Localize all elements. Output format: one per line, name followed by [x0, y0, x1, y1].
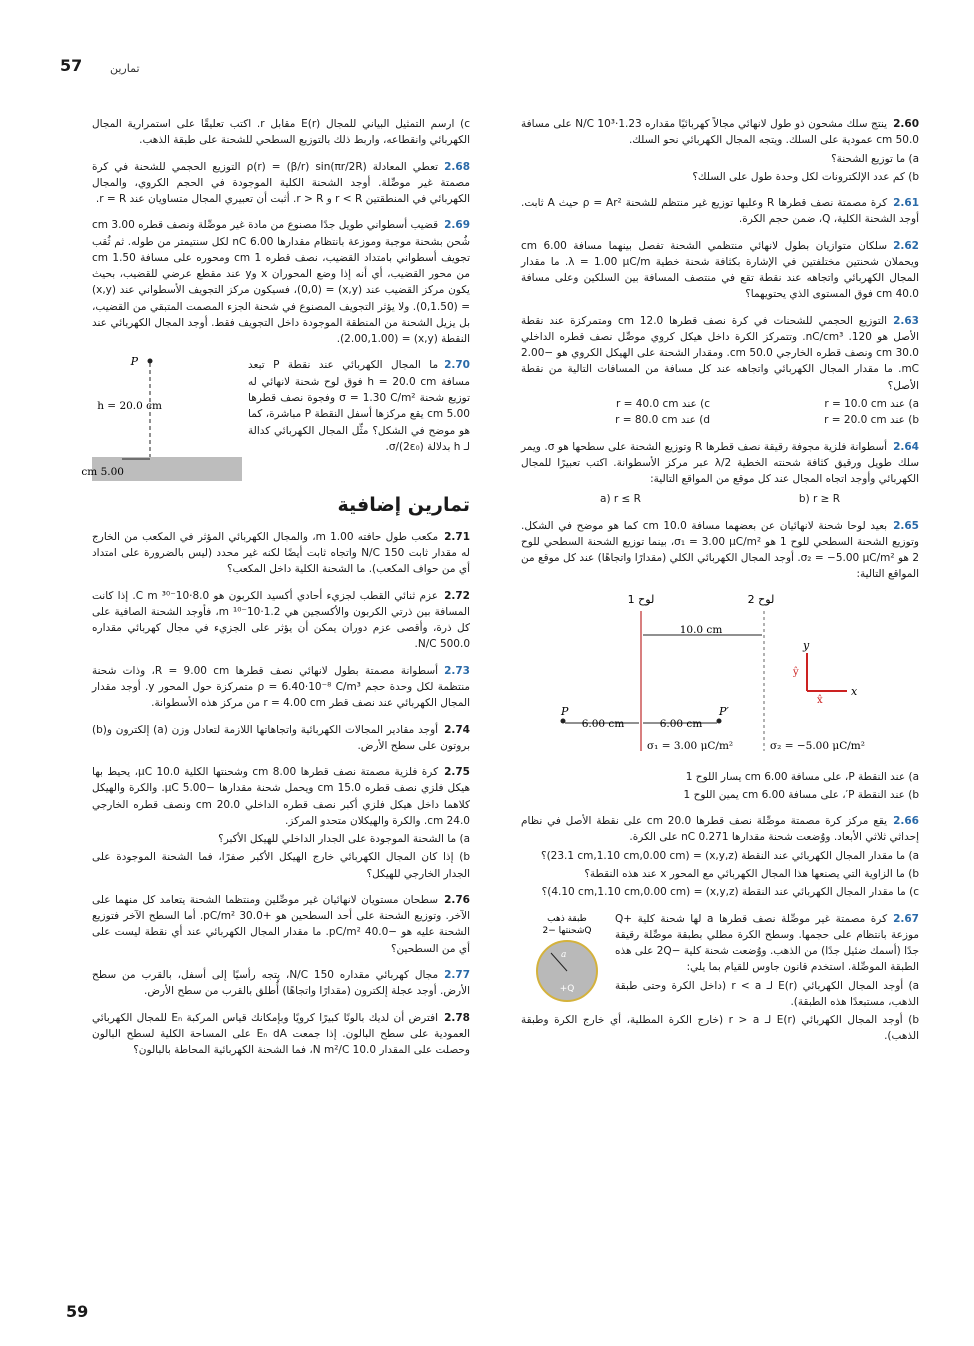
problem-2-74 [92, 722, 470, 755]
problem-number: 2.63 [893, 314, 919, 327]
point-P-prime [717, 718, 722, 723]
hole-radius-label: 5.00 cm [81, 466, 124, 479]
problem-number: 2.72 [444, 589, 470, 602]
part-b: b) r ≥ R [798, 493, 841, 506]
problem-text: سلكان متوازيان بطول لانهائي منتظمي الشحنة تفصل بينهما مسافة 6.00 cm ويحملان شحنتين مختلفتين في الإشارة بكثافة شحنة خطية λ = 1.00 μC/m. ما مقدار المجال الكهربائي واتجاهه عند نقطة تقع في منتصف المسافة بين السلكين وعلى مسافة 40.0 cm فوق المستوى الذي يحتويهما؟ [521, 239, 919, 301]
plate2-label: لوح 2 [747, 592, 775, 606]
sub-parts [521, 396, 919, 429]
problem-2-66 [521, 813, 919, 900]
problem-number: 2.67 [893, 912, 919, 925]
problem-2-71 [92, 529, 470, 578]
part-b: b) إذا كان المجال الكهربائي خارج الهيكل الأكبر صفرًا، فما الشحنة الموجودة على الجدار الخارجي للهيكل؟ [92, 851, 470, 880]
problem-2-72 [92, 588, 470, 653]
problem-2-64 [521, 439, 919, 508]
sigma1-label: σ₁ = 3.00 μC/m² [647, 739, 734, 752]
problem-text: أسطوانة فلزية مجوفة رقيقة نصف قطرها R وتوزيع الشحنة على سطحها هو σ. ويمر سلك طويل ورقيق كثافة شحنته الخطية λ/2 عبر مركز الأسطوانة. اكتب تعبيرًا للمجال الكهربائي وأوجد اتجاه المجال عند كل موقع من المواقع التالية: [521, 440, 919, 486]
right-column [521, 116, 919, 1057]
problem-2-68 [92, 159, 470, 208]
problem-number: 2.69 [444, 219, 471, 232]
problem-2-77 [92, 967, 470, 1000]
P-label: P [130, 355, 138, 369]
problem-number: 2.75 [444, 766, 470, 779]
sphere-charge-label: +Q [559, 983, 575, 994]
sub-parts [521, 491, 919, 507]
problem-number: 2.68 [444, 160, 471, 173]
problem-text: سطحان مستويان لانهائيان غير موصِّلين ومنتظما الشحنة يتعامد كل منهما على الآخر. وتوزيع الشحنة على أحد السطحين هو +30.0 pC/m². أما السطح الآخر فتوزيع الشحنة عليه هو −40.0 pC/m². ما مقدار المجال الكهربائي عند أي نقطة ليست على أي من السطحين؟ [92, 893, 471, 955]
problem-text: التوزيع الحجمي للشحنات في كرة نصف قطرها 12.0 cm ومتمركزة عند نقطة الأصل هو 120. nC/cm³. وتتمركز الكرة داخل هيكل كروي موصِّل نصف قطره الداخلي 30.0 cm ونصف قطره الخارجي 50.0 cm. ومقدار الشحنة على الهيكل الكروي هو −2.00 mC. ما مقدار المجال الكهربائي واتجاهه عند كل مسافة من المسافات التالية من نقطة الأصل؟ [521, 314, 919, 392]
problem-2-67 [521, 911, 919, 1047]
part-a: a) ما توزيع الشحنة؟ [831, 152, 919, 165]
running-header: تمارين [110, 62, 140, 75]
problem-text: بعيد لوحا شحنة لانهائيان عن بعضهما مسافة 10.0 cm كما هو موضح في الشكل. وتوزيع الشحنة السطحي للوح 1 هو σ₁ = 3.00 μC/m²، بينما توزيع الشحنة السطحي للوح 2 هو σ₂ = −5.00 μC/m². أوجد المجال الكهربائي الكلي (مقدارًا واتجاهًا) عند كل موقع من المواقع التالية: [521, 519, 920, 581]
problem-2-62 [521, 238, 919, 303]
problem-2-75 [92, 764, 470, 882]
page-number-top: 57 [60, 56, 83, 75]
problem-2-63 [521, 313, 919, 429]
problem-text: كرة مصمتة غير موصِّلة نصف قطرها a لها شحنة كلية +Q موزعة بانتظام على حجمها. وسطح الكرة مطلي بطبقة موصِّلة رقيقة جدًا (أسمك ضئيل جدًا) من الذهب. ووُضعت شحنة كلية −2Q على هذه الطبقة الموصِّلة. استخدم قانون جاوس للقيام بما يلي: [615, 912, 920, 974]
part-b: b) عند r = 20.0 cm [824, 414, 919, 427]
problem-text: عزم ثنائي القطب لجزيء أحادي أكسيد الكربون هو 8.0·10⁻³⁰ C m. إذا كانت المسافة بين ذرتي الكربون والأكسجين هي 1.2·10⁻¹⁰ m، فأوجد الشحنة الصافية على كل ذرة، وأقصى عزم دوران يمكن أن يؤثر على الجزيء في مجال كهربائي مقداره 500.0 N/C. [92, 589, 470, 651]
problem-text: أوجد مقادير المجالات الكهربائية واتجاهاتها اللازمة لتعادل وزن (a) إلكترون و(b) بروتون على سطح الأرض. [92, 723, 470, 752]
left-distance-label: 6.00 cm [581, 717, 625, 730]
y-axis-label: y [803, 638, 810, 652]
problem-text: قضيب أسطواني طويل جدًا مصنوع من مادة غير موصِّلة ونصف قطره 3.00 cm شُحن بشحنة موجبة وموزعة بانتظام مقدارها 6.00 nC لكل سنتيمتر من طوله. ثم ثُقب تجويف أسطواني بامتداد القضيب، نصف قطره 1 cm ومحوره على مسافة 1.50 cm من محور القضيب، أي أنه إذا وضع المحوران x وy عند مقطع عرضي للقضيب، بحيث يكون مركز القضيب عند (x,y) = (0,0)، فسيكون مركز التجويف الأسطواني عند (x,y) = (0,1.50). ولا يؤثر التجويف المصنوع في شحنة الجزء المصمت المتبقي من القضيب، بل يزيل الشحنة من المنطقة الموجودة داخل التجويف فقط. أوجد المجال الكهربائي عند النقطة (x,y) = (2.00,1.00). [92, 219, 471, 346]
problem-2-70 [81, 355, 471, 481]
point-P [561, 718, 566, 723]
problem-text: افترض أن لديك بالونًا كبيرًا كرويًا وبإمكانك قياس المركبة Eₙ للمجال الكهربائي العمودية على سطح البالون. إذا جمعت Eₙ dA على المساحة الكلية لسطح البالون وحصلت على المقدار 10.0 N m²/C، فما الشحنة الكهربائية المحاطة بالبالون؟ [92, 1011, 470, 1057]
plate1-label: لوح 1 [627, 592, 655, 606]
radius-label: a [561, 949, 567, 960]
problem-number: 2.62 [893, 239, 919, 252]
gold-layer-charge: شحنتها −2Q [542, 925, 592, 936]
P-label: P [561, 704, 569, 718]
figure-plane-with-hole [81, 355, 242, 481]
sigma2-label: σ₂ = −5.00 μC/m² [770, 739, 865, 752]
part-b: b) أوجد المجال الكهربائي E(r) لـ r > a (خارج الكرة المطلية، أي خارج الكرة وطبقة الذهب). [521, 1014, 920, 1043]
problem-number: 2.74 [444, 723, 470, 736]
part-b: b) ما الزاوية التي يصنعها هذا المجال الكهربائي مع المحور x عند هذه النقطة؟ [584, 867, 919, 880]
problem-number: 2.71 [444, 530, 471, 543]
problem-2-60 [521, 116, 919, 185]
problem-2-73 [92, 663, 470, 712]
problem-text: ما المجال الكهربائي عند نقطة P تبعد مسافة h = 20.0 cm فوق لوح شحنة لانهائي له توزيع شحنة σ = 1.30 C/m² وفجوة نصف قطرها 5.00 cm يقع مركزها أسفل النقطة P مباشرة، كما هو موضح في الشكل؟ مثِّل المجال الكهربائي كدالة لـ h بدلالة σ/(2ε₀). [248, 359, 471, 453]
figure-charged-plates [521, 589, 919, 761]
right-distance-label: 6.00 cm [659, 717, 703, 730]
part-a: a) r ≤ R [600, 493, 641, 506]
figure-gold-sphere [525, 911, 609, 1008]
point-P [148, 359, 153, 364]
part-a: a) عند النقطة P، على مسافة 6.00 cm يسار اللوح 1 [685, 770, 919, 783]
problem-2-67-c [92, 116, 470, 149]
x-unit-label: x̂ [817, 694, 823, 706]
problem-2-78 [92, 1010, 470, 1059]
x-axis-label: x [851, 684, 858, 698]
section-title: تمارين إضافية [337, 494, 470, 517]
problem-text: تعطي المعادلة ρ(r) = (β/r) sin(πr/2R) التوزيع الحجمي للشحنة في كرة مصمتة غير موصِّلة. أوجد الشحنة الكلية الموجودة في الحجم الكروي، والمجال الكهربائي في المنطقتين r < R و r > R. أثبت أن تعبيري المجال متساويان عند r = R. [92, 160, 470, 206]
problem-2-76 [92, 892, 470, 957]
part-a: a) ما الشحنة الموجودة على الجدار الداخلي للهيكل الأكبر؟ [218, 833, 470, 846]
problem-number: 2.77 [444, 969, 471, 981]
part-a: a) ما مقدار المجال الكهربائي عند النقطة (x,y,z) = (23.1 cm,1.10 cm,0.00 cm)؟ [541, 849, 919, 862]
part-c: c) ارسم التمثيل البياني للمجال E(r) مقابل r. اكتب تعليقًا على استمرارية المجال الكهربائي وانقطاعه، واربط ذلك بالتوزيع السطحي للشحنة على طبقة الذهب. [92, 118, 471, 147]
left-column [81, 116, 471, 1068]
problem-text: ينتج سلك مشحون ذو طول لانهائي مجالاً كهربائيًا مقداره 1.23·10³ N/C على مسافة 50.0 cm عمودية على السلك. ويتجه المجال الكهربائي نحو السلك. [521, 118, 919, 147]
problem-text: كرة مصمتة نصف قطرها R وعليها توزيع غير منتظم للشحنة ρ = Ar² حيث A ثابت. أوجد الشحنة الكلية، Q، ضمن حجم الكرة. [521, 197, 919, 226]
sphere-diagram [525, 911, 609, 1003]
problem-2-61 [521, 195, 919, 228]
gap-label: 10.0 cm [679, 623, 723, 636]
problem-number: 2.61 [893, 197, 920, 210]
problem-text: مكعب طول حافته 1.00 m، والمجال الكهربائي المؤثر في المكعب من الخارج له مقدار ثابت 150 N/C واتجاه ثابت أيضًا لكنه غير محدد (ليس بالضرورة على امتداد أي من حواف المكعب). ما الشحنة الكلية داخل المكعب؟ [92, 530, 470, 576]
problem-number: 2.78 [444, 1011, 470, 1024]
y-unit-label: ŷ [793, 666, 799, 678]
problem-text: كرة فلزية مصمتة نصف قطرها 8.00 cm وشحنتها الكلية 10.0 μC، يحيط بها هيكل فلزي نصف قطره 15.0 cm ويحمل شحنة مقدارها −5.00 μC. والكرة والهيكل كلاهما داخل هيكل فلزي أكبر نصف قطره الداخلي 20.0 cm ونصف قطره الخارجي 24.0 cm. والكرة والهيكلان متحدو المركز. [92, 766, 470, 827]
part-d: d) عند r = 80.0 cm [615, 414, 710, 427]
problem-number: 2.76 [444, 893, 470, 906]
problem-text: مجال كهربائي مقداره 150 N/C، يتجه رأسيًا إلى أسفل، بالقرب من سطح الأرض. أوجد عجلة إلكترون (مقدارًا واتجاهًا) أُطلق بالقرب من سطح الأرض. [92, 969, 470, 998]
part-b: b) عند النقطة P′، على مسافة 6.00 cm يمين اللوح 1 [683, 788, 919, 801]
problem-text: يقع مركز كرة مصمتة موصِّلة نصف قطرها 20.0 cm على نقطة الأصل في نظام إحداثي ثلاثي الأبعاد. ووُضعت شحنة مقدارها 0.271 nC على الكرة. [521, 815, 919, 844]
problem-number: 2.65 [893, 519, 919, 532]
gold-layer-label: طبقة ذهب [547, 913, 587, 924]
part-a: a) عند r = 10.0 cm [824, 397, 919, 410]
plates-diagram [521, 589, 919, 761]
hole-diagram [81, 355, 242, 481]
problem-2-65 [521, 518, 919, 804]
page-number-bottom: 59 [66, 1302, 89, 1321]
part-a: a) أوجد المجال الكهربائي E(r) لـ r < a (داخل الكرة وحتى طبقة الذهب، مستبعدًا هذه الطبقة). [615, 979, 920, 1008]
P-prime-label: P′ [719, 704, 729, 718]
problem-2-69 [92, 217, 470, 347]
part-b: b) كم عدد الإلكترونات لكل وحدة طول على السلك؟ [692, 170, 919, 183]
height-label: h = 20.0 cm [97, 400, 162, 413]
problem-text: أسطوانة مصمتة بطول لانهائي نصف قطرها R = 9.00 cm، وذات شحنة منتظمة لكل وحدة حجم ρ = 6.40·10⁻⁸ C/m³ متمركزة حول المحور y. أوجد مقدار المجال الكهربائي عند نصف قطر r = 4.00 cm من مركز هذه الأسطوانة. [92, 664, 470, 710]
problem-number: 2.64 [893, 440, 919, 453]
part-c: c) عند r = 40.0 cm [615, 397, 710, 410]
problem-number: 2.73 [444, 664, 470, 677]
problem-number: 2.66 [893, 815, 919, 828]
problem-number: 2.70 [444, 359, 470, 372]
problem-number: 2.60 [893, 118, 920, 130]
part-c: c) ما مقدار المجال الكهربائي عند النقطة (x,y,z) = (4.10 cm,1.10 cm,0.00 cm)؟ [541, 886, 919, 899]
